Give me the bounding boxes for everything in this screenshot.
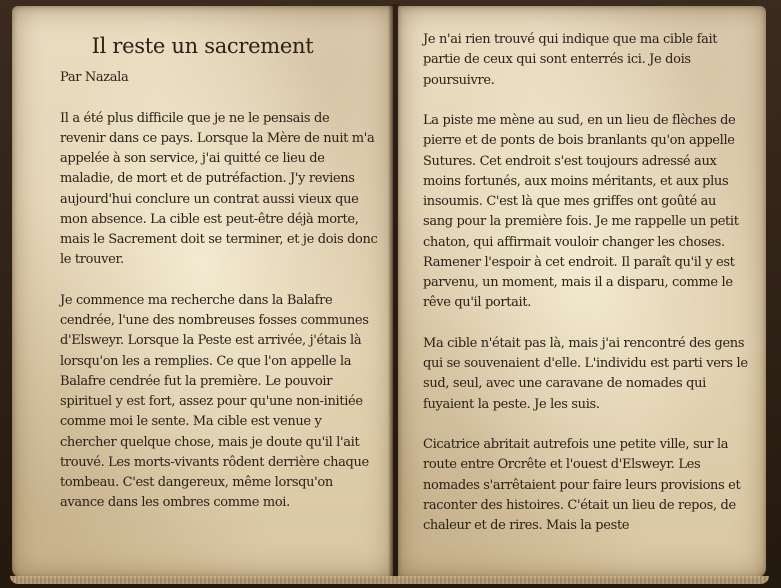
paragraph: La piste me mène au sud, en un lieu de flèches de pierre et de ponts de bois branlants qu'on appelle Sutures. Cet endroit s'est toujours adressé aux moins fortunés, aux moins méritants, et aux plus insoumis. C'est là que mes griffes ont goûté au sang pour la première fois. Je me rappelle un petit chaton, qui affirmait vouloir changer les choses. Ramener l'espoir à cet endroit. Il paraît qu'il y est parvenu, un moment, mais il a disparu, comme le rêve qu'il portait.: [423, 113, 739, 311]
paragraph: Je n'ai rien trouvé qui indique que ma cible fait partie de ceux qui sont enterrés ici. Je dois poursuivre.: [423, 32, 718, 88]
book-title: Il reste un sacrement: [91, 34, 314, 58]
left-page: [12, 6, 393, 578]
paragraph: Je commence ma recherche dans la Balafre cendrée, l'une des nombreuses fosses communes d'Elsweyr. Lorsque la Peste est arrivée, j'étais là lorsqu'on les a remplies. Ce que l'on appelle la Balafre cendrée fut la première. Le pouvoir spirituel y est fort, assez pour qu'une non-initiée comme moi le sente. Ma cible est venue y chercher quelque chose, mais je doute qu'il l'ait trouvé. Les morts-vivants rôdent derrière chaque tombeau. C'est dangereux, même lorsqu'on avance dans les ombres comme moi.: [60, 292, 369, 511]
right-page-text: [423, 30, 748, 557]
page-edges: [10, 576, 769, 584]
left-page-text: [60, 68, 378, 534]
paragraph: Cicatrice abritait autrefois une petite ville, sur la route entre Orcrête et l'ouest d'Elsweyr. Les nomades s'arrêtaient pour faire leurs provisions et raconter des histoires. C'était un lieu de repos, de chaleur et de rires. Mais la peste: [423, 437, 741, 533]
paragraph: Il a été plus difficile que je ne le pensais de revenir dans ce pays. Lorsque la Mère de nuit m'a appelée à son service, j'ai quitté ce lieu de maladie, de mort et de putréfaction. J'y reviens aujourd'hui conclure un contrat aussi vieux que mon absence. La cible est peut-être déjà morte, mais le Sacrement doit se terminer, et je dois donc le trouver.: [60, 110, 378, 268]
book-author: Par Nazala: [60, 70, 129, 85]
paragraph: Ma cible n'était pas là, mais j'ai rencontré des gens qui se souvenaient d'elle. L'individu est parti vers le sud, seul, avec une caravane de nomades qui fuyaient la peste. Je les suis.: [423, 335, 748, 412]
right-page: [398, 6, 766, 578]
